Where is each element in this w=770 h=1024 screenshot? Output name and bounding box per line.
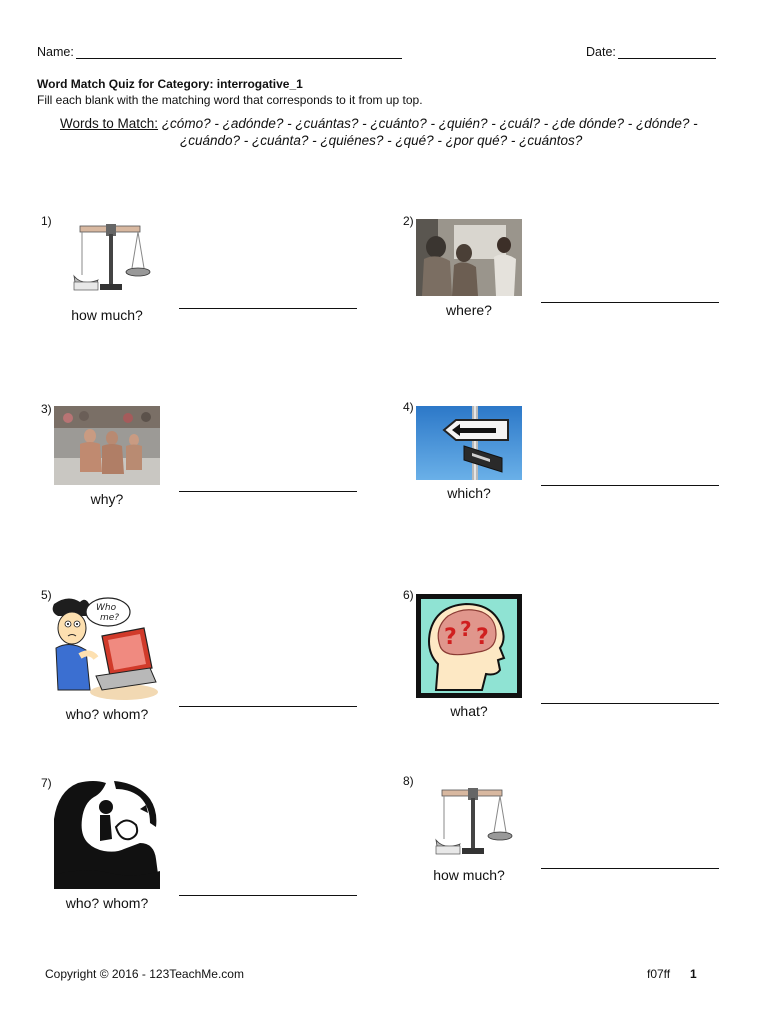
item-caption: who? whom? — [65, 895, 149, 911]
item-number: 5) — [41, 588, 52, 602]
answer-blank[interactable] — [179, 706, 357, 707]
svg-text:?: ? — [476, 625, 489, 650]
answer-blank[interactable] — [541, 485, 719, 486]
svg-text:?: ? — [444, 625, 457, 650]
answer-blank[interactable] — [179, 895, 357, 896]
answer-blank[interactable] — [541, 302, 719, 303]
item-caption: how much? — [71, 307, 143, 323]
item-number: 7) — [41, 776, 52, 790]
date-label: Date: — [586, 45, 616, 59]
item-number: 2) — [403, 214, 414, 228]
direction-sign-photo — [416, 406, 522, 480]
date-line[interactable] — [618, 58, 716, 59]
item-number: 8) — [403, 774, 414, 788]
worksheet-code: f07ff — [647, 967, 671, 981]
item-caption: how much? — [433, 867, 505, 883]
answer-blank[interactable] — [179, 308, 357, 309]
word-bank-line2-wrap — [180, 133, 582, 148]
people-photo — [416, 219, 522, 296]
silhouette-clipart — [54, 779, 160, 889]
item-caption: why? — [90, 491, 124, 507]
word-bank-label: Words to Match: — [60, 116, 159, 131]
answer-blank[interactable] — [541, 703, 719, 704]
name-line[interactable] — [76, 58, 402, 59]
item-number: 1) — [41, 214, 52, 228]
confused-man-laptop-clipart — [50, 594, 162, 704]
balance-scale-icon — [72, 220, 152, 296]
word-bank — [60, 116, 740, 131]
quiz-title: Word Match Quiz for Category: interrogative_1 — [37, 77, 303, 91]
item-caption: who? whom? — [65, 706, 149, 722]
item-number: 4) — [403, 400, 414, 414]
svg-text:?: ? — [460, 617, 472, 641]
crowd-photo — [54, 406, 160, 485]
svg-text:Who: Who — [96, 603, 117, 613]
item-caption: where? — [446, 302, 492, 318]
item-caption: what? — [450, 703, 488, 719]
item-number: 6) — [403, 588, 414, 602]
head-question-marks-clipart — [416, 594, 522, 698]
word-bank-line2: ¿cuándo? - ¿cuánta? - ¿quiénes? - ¿qué? - ¿por qué? - ¿cuántos? — [180, 133, 583, 148]
word-bank-line1: ¿cómo? - ¿adónde? - ¿cuántas? - ¿cuánto? - ¿quién? - ¿cuál? - ¿de dónde? - ¿dónde? - — [161, 116, 698, 131]
page-number: 1 — [690, 967, 697, 981]
item-number: 3) — [41, 402, 52, 416]
answer-blank[interactable] — [541, 868, 719, 869]
svg-text:me?: me? — [100, 613, 120, 623]
name-label: Name: — [37, 45, 74, 59]
balance-scale-icon — [434, 784, 514, 860]
instructions: Fill each blank with the matching word that corresponds to it from up top. — [37, 93, 423, 107]
item-caption: which? — [447, 485, 491, 501]
copyright-text: Copyright © 2016 - 123TeachMe.com — [45, 967, 244, 981]
answer-blank[interactable] — [179, 491, 357, 492]
